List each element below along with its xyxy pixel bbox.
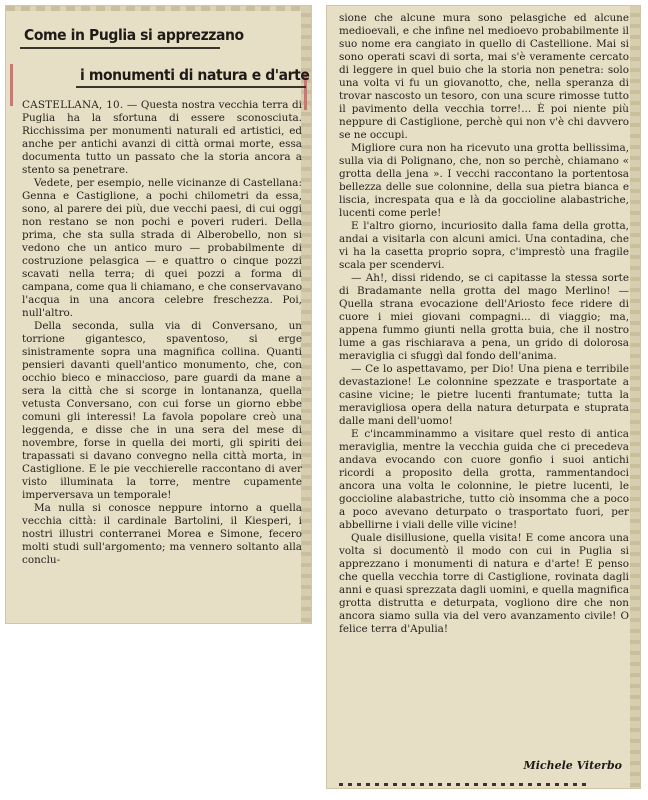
paragraph: — Ah!, dissi ridendo, se ci capitasse la stessa sorte di Bradamante nella grotta del mago Merlino! — Quella strana evocazione dell'Ariosto fece ridere di cuore i miei giovani compagni... di viaggio; ma, appena fummo giunti nella grotta buia, che il nostro lume a gas rischiarava a pena, un grido di dolorosa meraviglia ci sfuggì dal fondo dell'anima. xyxy=(339,272,629,362)
article-clipping-left xyxy=(6,6,311,623)
paragraph xyxy=(22,99,302,177)
article-clipping-right xyxy=(327,6,640,788)
dateline: CASTELLANA, 10. xyxy=(22,99,124,111)
left-column-body xyxy=(22,99,302,567)
paragraph: sione che alcune mura sono pelasgiche ed alcune medioevali, e che infine nel medioevo probabilmente il suo nome era cangiato in quello di Castellione. Mai si sono operati scavi di sorta, mai s'è veramente cercato di leggere in quel buio che la storia non penetra: solo una volta vi fu un giovanotto, che, nella speranza di trovar nascosto un tesoro, con una scure rimosse tutto il pavimento della vecchia torre!... È poi niente più neppure di Castiglione, perchè qui non v'è chi davvero se ne occupi. xyxy=(339,12,629,141)
headline-line-1: Come in Puglia si apprezzano xyxy=(24,26,244,44)
paragraph: E c'incamminammo a visitare quel resto di antica meraviglia, mentre la vecchia guida che ci precedeva andava evocando con cuore gonfio i suoi antichi ricordi a proposito della grotta, rammentandoci ancora una volta le colonnine, le pietre lucenti, le goccioline alabastriche, tutto ciò insomma che a poco a poco avevano deturpato o trasportato fuori, per abbellirne i viali delle ville vicine! xyxy=(339,428,629,531)
headline-underline xyxy=(76,86,306,88)
torn-bottom-edge xyxy=(339,783,589,786)
paragraph: Vedete, per esempio, nelle vicinanze di Castellana: Genna e Castiglione, a pochi chilometri da essa, sono, al parere dei più, due vecchi paesi, di cui oggi non restano se non pochi e poveri ruderi. Della prima, che sta sulla strada di Alberobello, non si vedono che un antico muro — probabilmente di costruzione pelasgica — e quattro o cinque pozzi scavati nella terra; di quei pozzi a forma di campana, come qua li chiamano, e che conservavano l'acqua in una ancora celebre freschezza. Poi, null'altro. xyxy=(22,177,302,319)
paragraph: Della seconda, sulla via di Conversano, un torrione gigantesco, spaventoso, si erge sinistramente sopra una magnifica collina. Quanti pensieri davanti quell'antico monumento, che, con occhio bieco e minaccioso, pare guardi da mane a sera la città che si scorge in lontananza, quella vetusta Conversano, con cui forse un giorno ebbe comuni gli interessi! La favola popolare creò una leggenda, e disse che in una sera del mese di novembre, forse in quella dei morti, gli spiriti dei trapassati si davano convegno nella città morta, in Castiglione. E le pie vecchierelle raccontano di aver visto illuminata la torre, mentre cupamente imperversava un temporale! xyxy=(22,320,302,501)
paragraph: Ma nulla si conosce neppure intorno a quella vecchia città: il cardinale Bartolini, il Kiesperi, i nostri illustri conterranei Morea e Simone, fecero molti studi sull'argomento; ma vennero soltanto alla conclu- xyxy=(22,502,302,566)
paragraph-text: — Questa nostra vecchia terra di Puglia ha la sfortuna di essere sconosciuta. Ricchissima per monumenti naturali ed artistici, ed anche per antichi avanzi di città ormai morte, essa documenta tutto un passato che la storia ancora a stento sa penetrare. xyxy=(22,99,302,176)
torn-top-edge xyxy=(6,6,311,11)
red-pencil-mark xyxy=(10,64,13,106)
paragraph: E l'altro giorno, incuriosito dalla fama della grotta, andai a visitarla con alcuni amici. Una contadina, che vi ha la casetta proprio sopra, c'imprestò una fragile scala per scendervi. xyxy=(339,220,629,271)
right-column-body xyxy=(339,12,629,636)
author-signature: Michele Viterbo xyxy=(523,759,622,772)
paragraph: Migliore cura non ha ricevuto una grotta bellissima, sulla via di Polignano, che, non so perchè, chiamano « grotta della jena ». I vecchi raccontano la portentosa bellezza delle sue colonnine, della sua pietra bianca e liscia, increspata qua e là da goccioline alabastriche, lucenti come perle! xyxy=(339,142,629,219)
headline-underline xyxy=(20,47,220,49)
paragraph: Quale disillusione, quella visita! E come ancora una volta si documentò il modo con cui in Puglia si apprezzano i monumenti di natura e d'arte! E penso che quella vecchia torre di Castiglione, rovinata dagli anni e quasi sprezzata dagli uomini, e quella magnifica grotta distrutta e deturpata, vogliono dire che non ancora siamo sulla via del vero avanzamento civile! O felice terra d'Apulia! xyxy=(339,532,630,635)
paragraph: — Ce lo aspettavamo, per Dio! Una piena e terribile devastazione! Le colonnine spezzate e trasportate a casine vicine; le pietre lucenti frantumate; tutta la meravigliosa opera della natura deturpata e stuprata dalle mani dell'uomo! xyxy=(339,363,629,427)
torn-right-edge xyxy=(630,6,640,788)
headline-line-2: i monumenti di natura e d'arte xyxy=(80,66,310,84)
